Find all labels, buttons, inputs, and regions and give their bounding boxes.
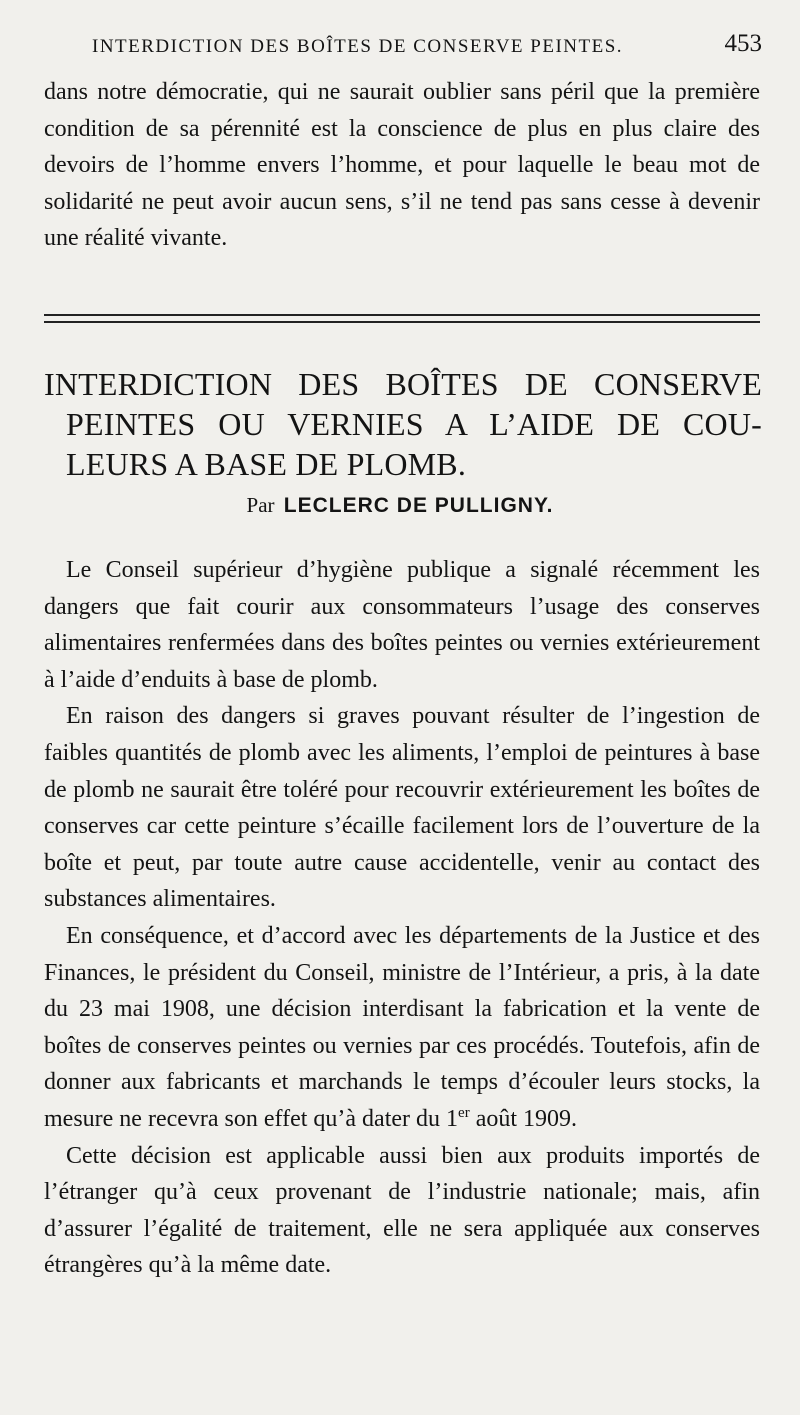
body-paragraph: En raison des dangers si graves pouvant résulter de l’ingestion de faibles quantités de plomb avec les aliments, l’emploi de peintures à base de plomb ne saurait être toléré pour recouvrir extérieurement les boîtes de conserves car cette peinture s’écaille facilement lors de l’ouverture de la boîte et peut, par toute autre cause accidentelle, venir au contact des substances alimentaires. xyxy=(44,703,760,913)
byline-author: LECLERC DE PULLIGNY. xyxy=(283,494,554,517)
article-title-line: PEINTES OU VERNIES A L’AIDE DE COU- xyxy=(66,406,762,442)
paragraph-text: août 1909. xyxy=(469,1105,578,1132)
article-title xyxy=(44,364,762,484)
superscript-ordinal: er xyxy=(458,1104,470,1121)
body-paragraph: Cette décision est applicable aussi bien aux produits importés de l’étranger qu’à ceux provenant de l’industrie nationale; mais, afin d’assurer l’égalité de traitement, elle ne sera appliquée aux conserves étrangères qu’à la même date. xyxy=(44,1142,760,1279)
carryover-paragraph: dans notre démocratie, qui ne saurait oublier sans péril que la première condition de sa pérennité est la conscience de plus en plus claire des devoirs de l’homme envers l’homme, et pour laquelle le beau mot de solidarité ne peut avoir aucun sens, s’il ne tend pas sans cesse à devenir une réalité vivante. xyxy=(44,79,760,252)
byline xyxy=(0,493,800,518)
body-paragraph xyxy=(44,918,760,1138)
page-number: 453 xyxy=(724,30,762,57)
article-body xyxy=(44,552,760,1284)
byline-prefix: Par xyxy=(246,493,275,517)
article-title-line: LEURS A BASE DE PLOMB. xyxy=(66,446,467,482)
section-divider-rule xyxy=(44,314,760,323)
article-title-line: INTERDICTION DES BOÎTES DE CONSERVE xyxy=(44,366,762,402)
running-head-title: INTERDICTION DES BOÎTES DE CONSERVE PEINTES. xyxy=(92,36,624,57)
carryover-text-block xyxy=(44,74,760,257)
running-head xyxy=(92,30,762,64)
body-paragraph: Le Conseil supérieur d’hygiène publique a signalé récemment les dangers que fait courir aux consommateurs l’usage des conserves alimentaires renfermées dans des boîtes peintes ou vernies extérieurement à l’aide d’enduits à base de plomb. xyxy=(44,557,760,693)
paragraph-text: En conséquence, et d’accord avec les départements de la Justice et des Finances, le président du Conseil, ministre de l’Intérieur, a pris, à la date du 23 mai 1908, une décision interdisant la fabrication et la vente de boîtes de conserves peintes ou vernies par ces procédés. Toutefois, afin de donner aux fabricants et marchands le temps d’écouler leurs stocks, la mesure ne recevra son effet qu’à dater du 1 xyxy=(44,922,760,1132)
